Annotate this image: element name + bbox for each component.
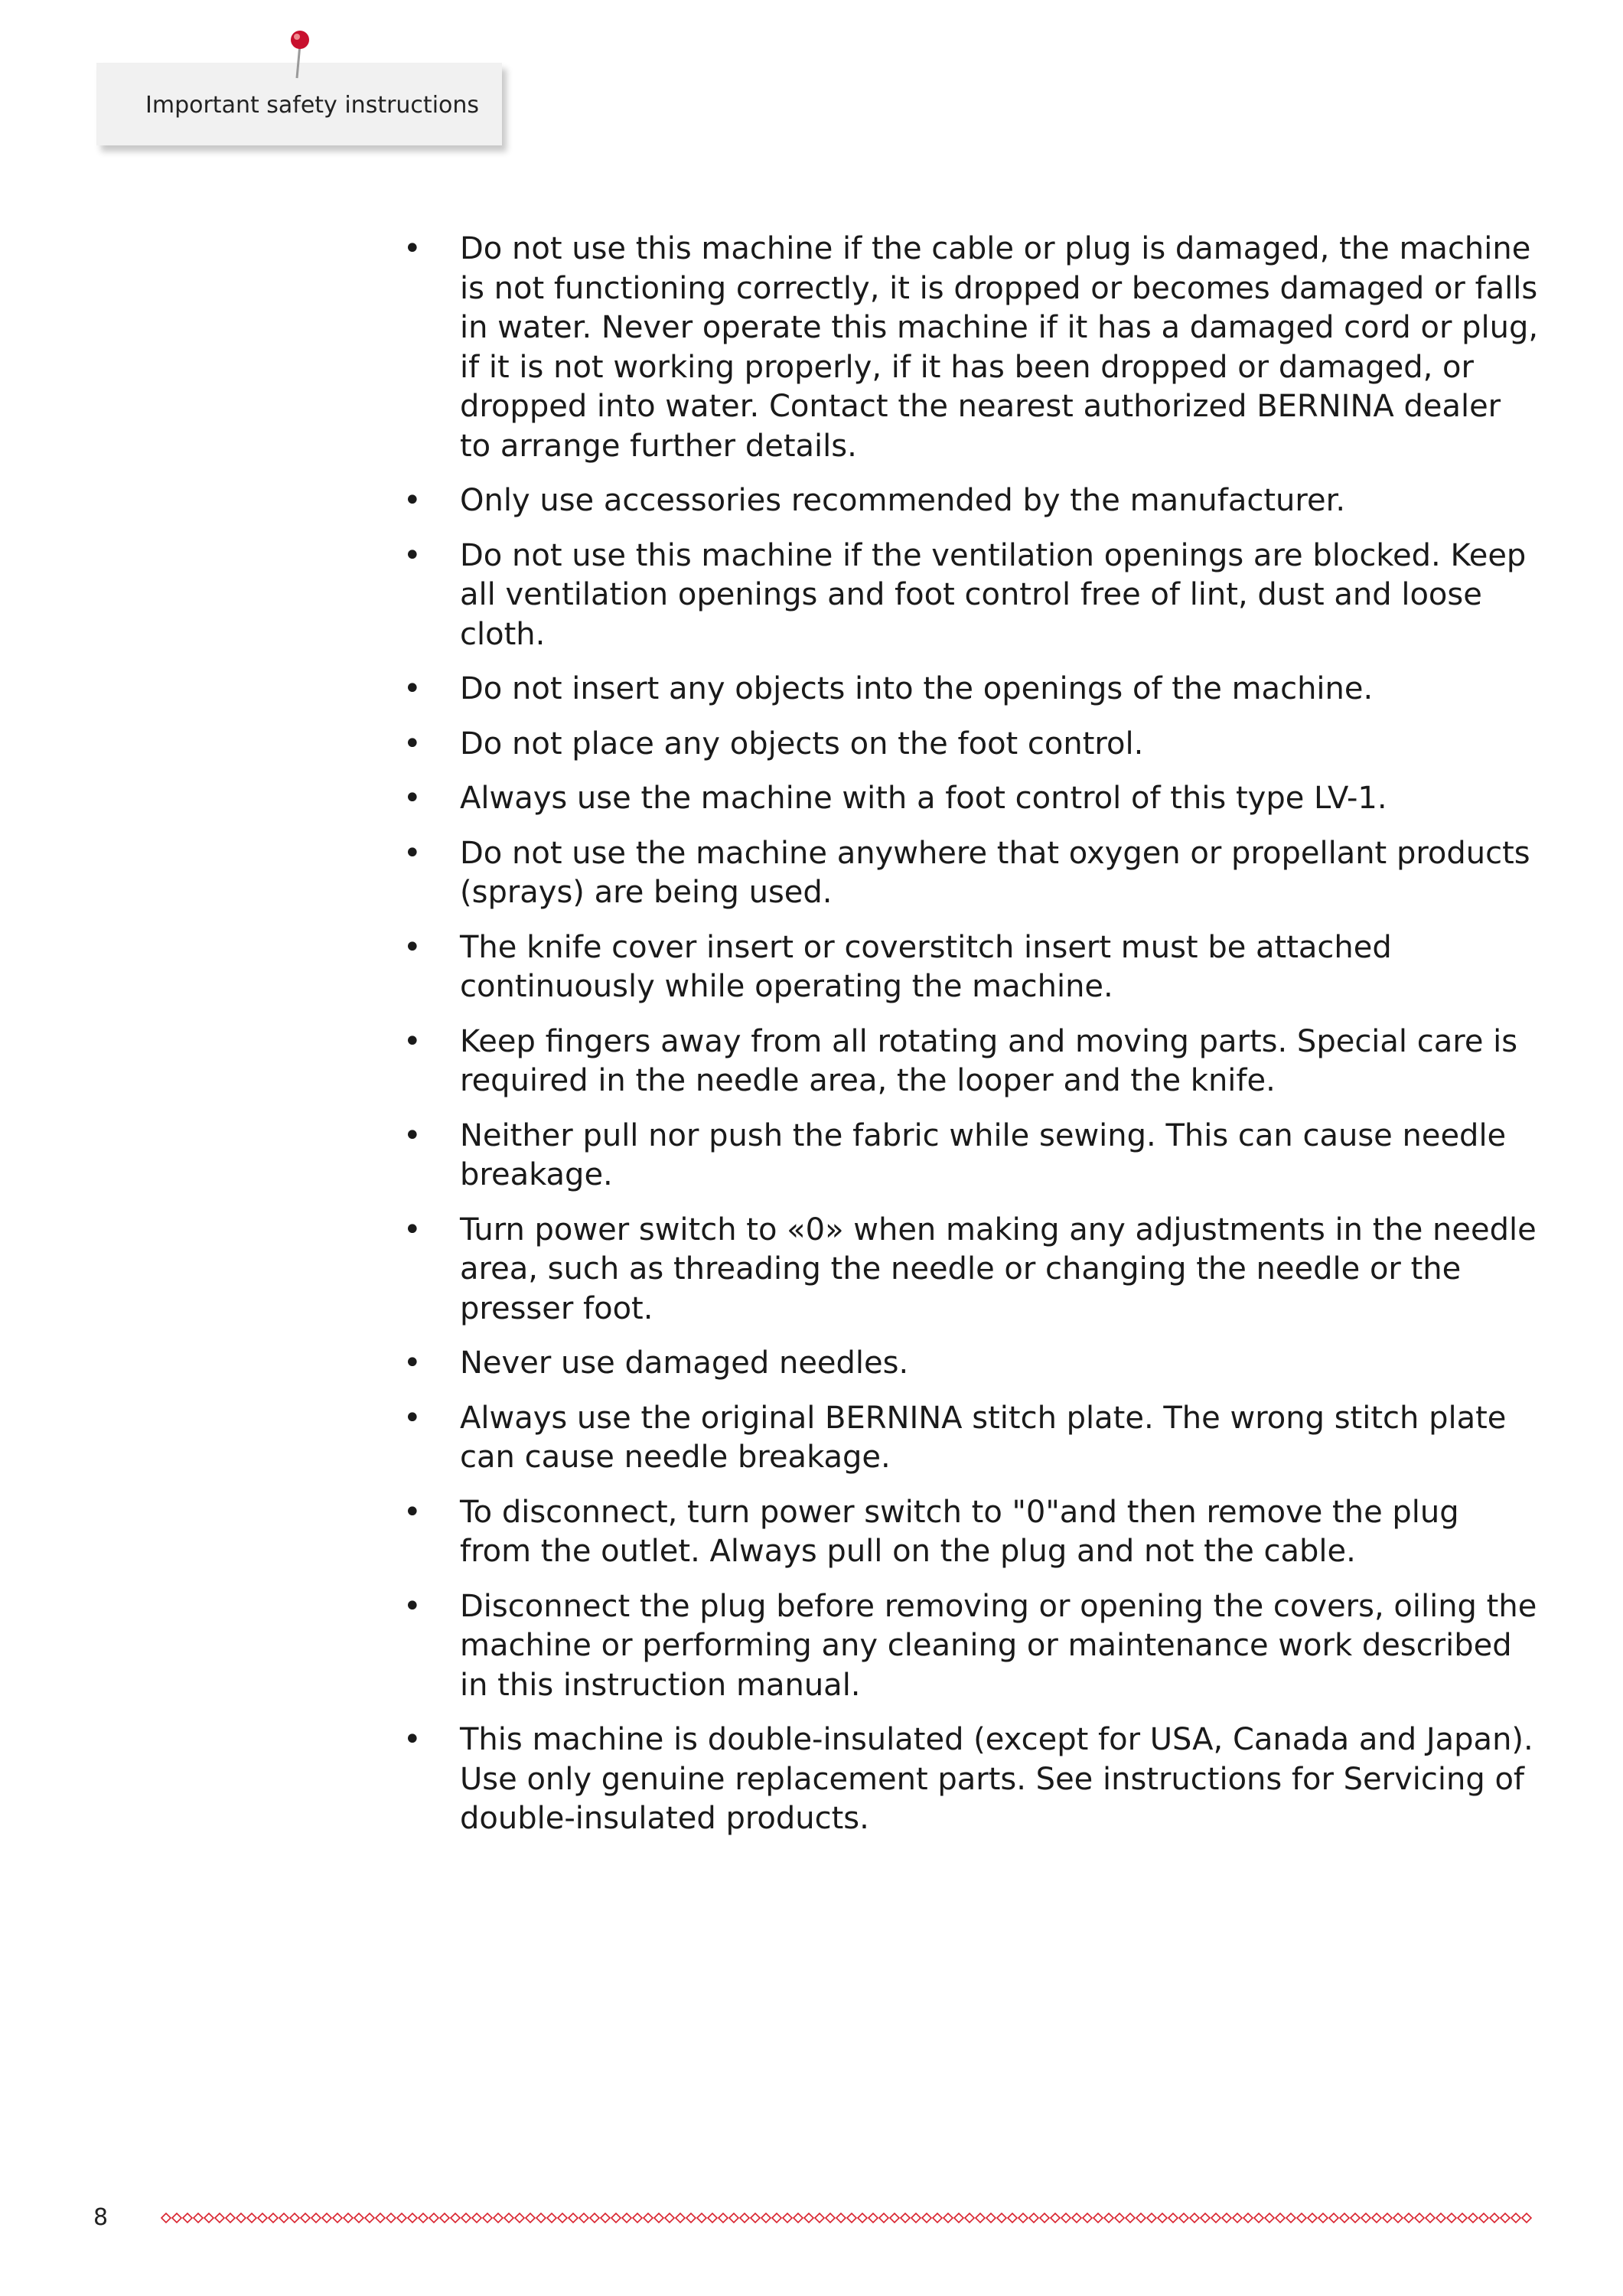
bullet-icon: • [403, 835, 422, 871]
list-item-text: Neither pull nor push the fabric while sewing. This can cause needle breakage. [460, 1117, 1507, 1192]
list-item-text: Only use accessories recommended by the manufacturer. [460, 483, 1346, 518]
list-item-text: Always use the original BERNINA stitch plate. The wrong stitch plate can cause needle breakage. [460, 1400, 1507, 1475]
bullet-icon: • [403, 1722, 422, 1757]
bullet-icon: • [403, 483, 422, 518]
bullet-icon: • [403, 929, 422, 965]
list-item-text: Do not use this machine if the ventilation openings are blocked. Keep all ventilation openings and foot control free of lint, dust and loose cloth. [460, 537, 1527, 652]
list-item-text: To disconnect, turn power switch to "0"and then remove the plug from the outlet. Always pull on the plug and not the cable. [460, 1494, 1459, 1569]
list-item-text: Keep fingers away from all rotating and moving parts. Special care is required in the needle area, the looper and the knife. [460, 1023, 1518, 1098]
list-item [399, 1117, 1539, 1195]
bullet-icon: • [403, 1212, 422, 1247]
list-item [399, 670, 1539, 709]
list-item [399, 1399, 1539, 1478]
list-item-text: Do not place any objects on the foot control. [460, 726, 1144, 762]
safety-bullet-list [399, 230, 1539, 1839]
list-item [399, 1211, 1539, 1329]
list-item-text: Always use the machine with a foot control of this type LV-1. [460, 781, 1387, 816]
bullet-icon: • [403, 781, 422, 816]
list-item-text: This machine is double-insulated (except for USA, Canada and Japan). Use only genuine replacement parts. See instructions for Servicing of double-insulated products. [460, 1722, 1533, 1836]
bullet-icon: • [403, 537, 422, 573]
bullet-icon: • [403, 1400, 422, 1436]
pushpin-icon [283, 28, 314, 81]
section-title: Important safety instructions [145, 92, 480, 119]
list-item [399, 779, 1539, 819]
bullet-icon: • [403, 671, 422, 706]
list-item [399, 928, 1539, 1007]
list-item [399, 1587, 1539, 1706]
bullet-icon: • [403, 1023, 422, 1059]
list-item [399, 1493, 1539, 1572]
bullet-icon: • [403, 726, 422, 762]
list-item [399, 1344, 1539, 1384]
list-item [399, 725, 1539, 765]
list-item-text: Do not insert any objects into the openings of the machine. [460, 671, 1374, 706]
stitch-pattern [161, 2213, 1531, 2223]
bullet-icon: • [403, 1117, 422, 1153]
bullet-icon: • [403, 1588, 422, 1624]
list-item [399, 536, 1539, 655]
list-item [399, 1022, 1539, 1101]
list-item [399, 230, 1539, 466]
list-item [399, 1720, 1539, 1839]
list-item-text: Disconnect the plug before removing or opening the covers, oiling the machine or performing any cleaning or maintenance work described in this instruction manual. [460, 1588, 1537, 1703]
list-item-text: Turn power switch to «0» when making any adjustments in the needle area, such as threading the needle or changing the needle or the presser foot. [460, 1212, 1537, 1326]
list-item-text: Never use damaged needles. [460, 1345, 909, 1381]
bullet-icon: • [403, 1345, 422, 1381]
bullet-icon: • [403, 1494, 422, 1530]
list-item [399, 834, 1539, 913]
page-number: 8 [93, 2204, 109, 2231]
list-item-text: Do not use this machine if the cable or plug is damaged, the machine is not functioning correctly, it is dropped or becomes damaged or falls in water. Never operate this machine if it has a damaged cord or plug, if it is not working properly, if it has been dropped or damaged, or dropped into water. Contact the nearest authorized BERNINA dealer to arrange further details. [460, 231, 1539, 464]
bullet-icon: • [403, 231, 422, 266]
list-item-text: The knife cover insert or coverstitch insert must be attached continuously while operating the machine. [460, 929, 1392, 1004]
list-item [399, 481, 1539, 521]
decorative-stitch-band [161, 2210, 1538, 2226]
list-item-text: Do not use the machine anywhere that oxygen or propellant products (sprays) are being used. [460, 835, 1530, 910]
safety-instructions-body [399, 230, 1539, 1854]
